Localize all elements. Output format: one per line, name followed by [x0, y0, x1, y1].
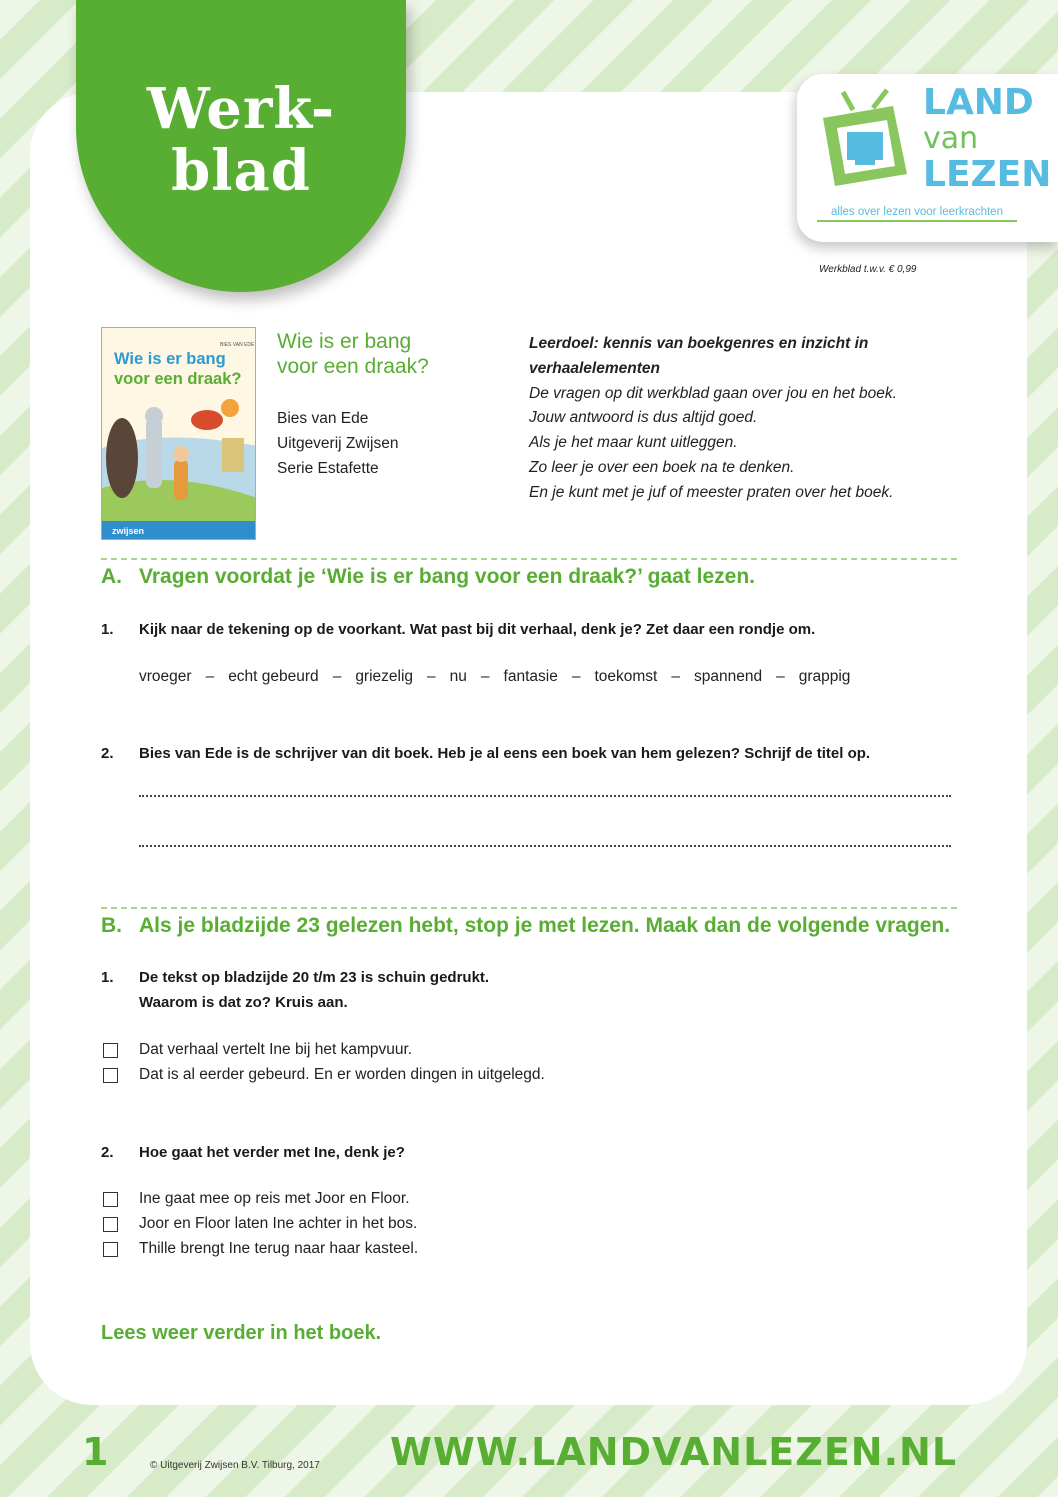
option-item[interactable]: griezelig: [355, 668, 414, 685]
section-a-title: A. Vragen voordat je ‘Wie is er bang voor een draak?’ gaat lezen.: [101, 565, 756, 588]
page-number: 1: [82, 1430, 109, 1474]
option-item[interactable]: echt gebeurd: [228, 668, 319, 685]
cover-author: BIES VAN EDE: [220, 342, 255, 348]
tv-book-icon: [815, 88, 915, 198]
book-author: Bies van Ede: [277, 410, 369, 427]
checkbox[interactable]: [103, 1068, 118, 1083]
cover-publisher: zwijsen: [112, 526, 145, 536]
logo-text: LAND van LEZEN: [923, 82, 1052, 195]
cover-title-line1: Wie is er bang: [114, 350, 226, 368]
checkbox[interactable]: [103, 1217, 118, 1232]
book-title: Wie is er bang voor een draak?: [277, 330, 429, 378]
option-item[interactable]: grappig: [798, 668, 851, 685]
section-b-title: B. Als je bladzijde 23 gelezen hebt, stop je met lezen. Maak dan de volgende vragen.: [101, 914, 951, 937]
land-van-lezen-logo[interactable]: [797, 74, 1058, 242]
cover-title-line2: voor een draak?: [114, 370, 242, 388]
copyright: © Uitgeverij Zwijsen B.V. Tilburg, 2017: [150, 1460, 320, 1471]
learning-goal: Leerdoel: kennis van boekgenres en inzicht in verhaalelementen De vragen op dit werkblad gaan over jou en het boek. Jouw antwoord is dus altijd goed. Als je het maar kunt uitleggen. Zo leer je over een boek na te denken. En je kunt met je juf of meester praten over het boek.: [529, 335, 897, 501]
genre-options: vroeger – echt gebeurd – griezelig – nu – fantasie – toekomst – spannend – grappig: [139, 668, 851, 685]
checkbox[interactable]: [103, 1043, 118, 1058]
book-cover-illustration: [102, 328, 256, 540]
website-link[interactable]: WWW.LANDVANLEZEN.NL: [390, 1430, 958, 1474]
option-item[interactable]: spannend: [693, 668, 763, 685]
price-note: Werkblad t.w.v. € 0,99: [819, 264, 917, 275]
option-item[interactable]: toekomst: [594, 668, 658, 685]
book-publisher: Uitgeverij Zwijsen: [277, 435, 399, 452]
option-item[interactable]: fantasie: [503, 668, 558, 685]
option-item[interactable]: vroeger: [139, 668, 192, 685]
book-series: Serie Estafette: [277, 460, 379, 477]
book-cover-image: [101, 327, 256, 540]
answer-line[interactable]: [139, 795, 951, 797]
section-divider: [101, 558, 957, 560]
checkbox[interactable]: [103, 1242, 118, 1257]
werkblad-title: Werk- blad: [146, 76, 336, 204]
checkbox[interactable]: [103, 1192, 118, 1207]
option-item[interactable]: nu: [449, 668, 467, 685]
answer-line[interactable]: [139, 845, 951, 847]
section-divider: [101, 907, 957, 909]
logo-tagline: alles over lezen voor leerkrachten: [817, 206, 1017, 222]
book-meta: [277, 406, 398, 481]
final-note: Lees weer verder in het boek.: [101, 1322, 382, 1344]
